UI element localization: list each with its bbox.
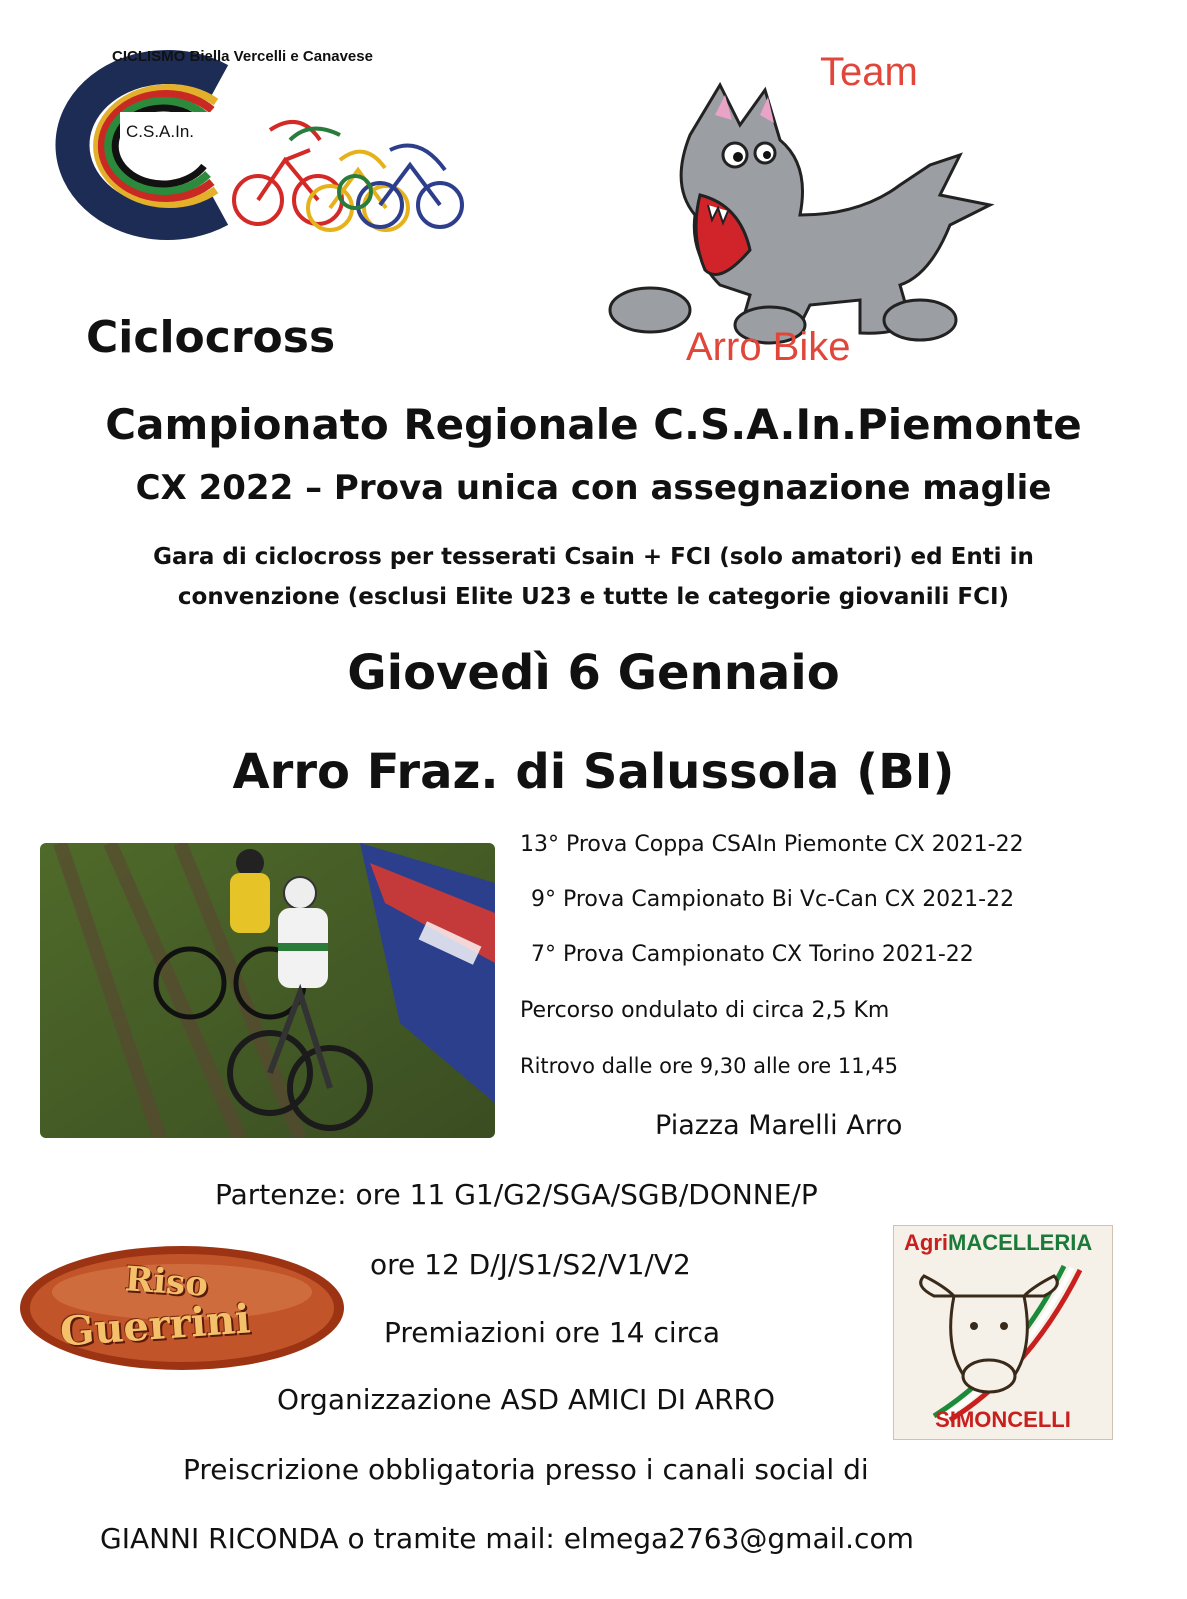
csain-logo	[40, 40, 490, 270]
preregistration-line-1: Preiscrizione obbligatoria presso i canali social di	[183, 1453, 869, 1486]
macelleria-logo-top-text: MACELLERIA	[948, 1230, 1093, 1255]
macelleria-logo-prefix: Agri	[904, 1230, 948, 1255]
team-logo-top-text: Team	[820, 50, 918, 94]
riso-logo-line-1: Riso	[123, 1259, 210, 1305]
csain-logo-badge-text: C.S.A.In.	[126, 122, 195, 141]
macelleria-simoncelli-logo	[893, 1225, 1113, 1440]
cyclocross-riders-image	[40, 843, 495, 1138]
departures-line-2: ore 12 D/J/S1/S2/V1/V2	[370, 1248, 691, 1281]
meeting-place: Piazza Marelli Arro	[655, 1110, 903, 1141]
departures-line-1: Partenze: ore 11 G1/G2/SGA/SGB/DONNE/P	[215, 1178, 818, 1211]
description-line-2: convenzione (esclusi Elite U23 e tutte le categorie giovanili FCI)	[177, 584, 1010, 610]
riso-logo-line-2: Guerrini	[58, 1295, 252, 1356]
event-date: Giovedì 6 Gennaio	[347, 645, 840, 701]
discipline-heading: Ciclocross	[86, 312, 336, 363]
info-item: 13° Prova Coppa CSAIn Piemonte CX 2021-22	[520, 832, 1024, 857]
race-photo	[40, 843, 495, 1138]
awards-time: Premiazioni ore 14 circa	[384, 1316, 721, 1349]
race-description	[0, 537, 1187, 617]
event-location: Arro Fraz. di Salussola (BI)	[232, 744, 955, 800]
organizer: Organizzazione ASD AMICI DI ARRO	[277, 1383, 776, 1416]
page-title: Campionato Regionale C.S.A.In.Piemonte	[105, 400, 1082, 449]
macelleria-logo-bottom-text: SIMONCELLI	[935, 1407, 1071, 1432]
description-line-1: Gara di ciclocross per tesserati Csain + FCI (solo amatori) ed Enti in	[153, 544, 1034, 570]
page-subtitle: CX 2022 – Prova unica con assegnazione maglie	[135, 468, 1052, 508]
team-arro-bike-logo	[600, 45, 1030, 375]
csain-logo-top-text: CICLISMO Biella Vercelli e Canavese	[112, 48, 373, 65]
team-logo-bottom-text: Arro Bike	[686, 325, 851, 369]
info-item: Percorso ondulato di circa 2,5 Km	[520, 998, 890, 1023]
info-item: 7° Prova Campionato CX Torino 2021-22	[531, 942, 974, 967]
preregistration-line-2: GIANNI RICONDA o tramite mail: elmega2763@gmail.com	[100, 1522, 914, 1555]
riso-guerrini-logo	[15, 1240, 350, 1375]
info-item: Ritrovo dalle ore 9,30 alle ore 11,45	[520, 1054, 899, 1078]
info-item: 9° Prova Campionato Bi Vc-Can CX 2021-22	[531, 887, 1015, 912]
csain-logo-graphic	[40, 40, 490, 270]
